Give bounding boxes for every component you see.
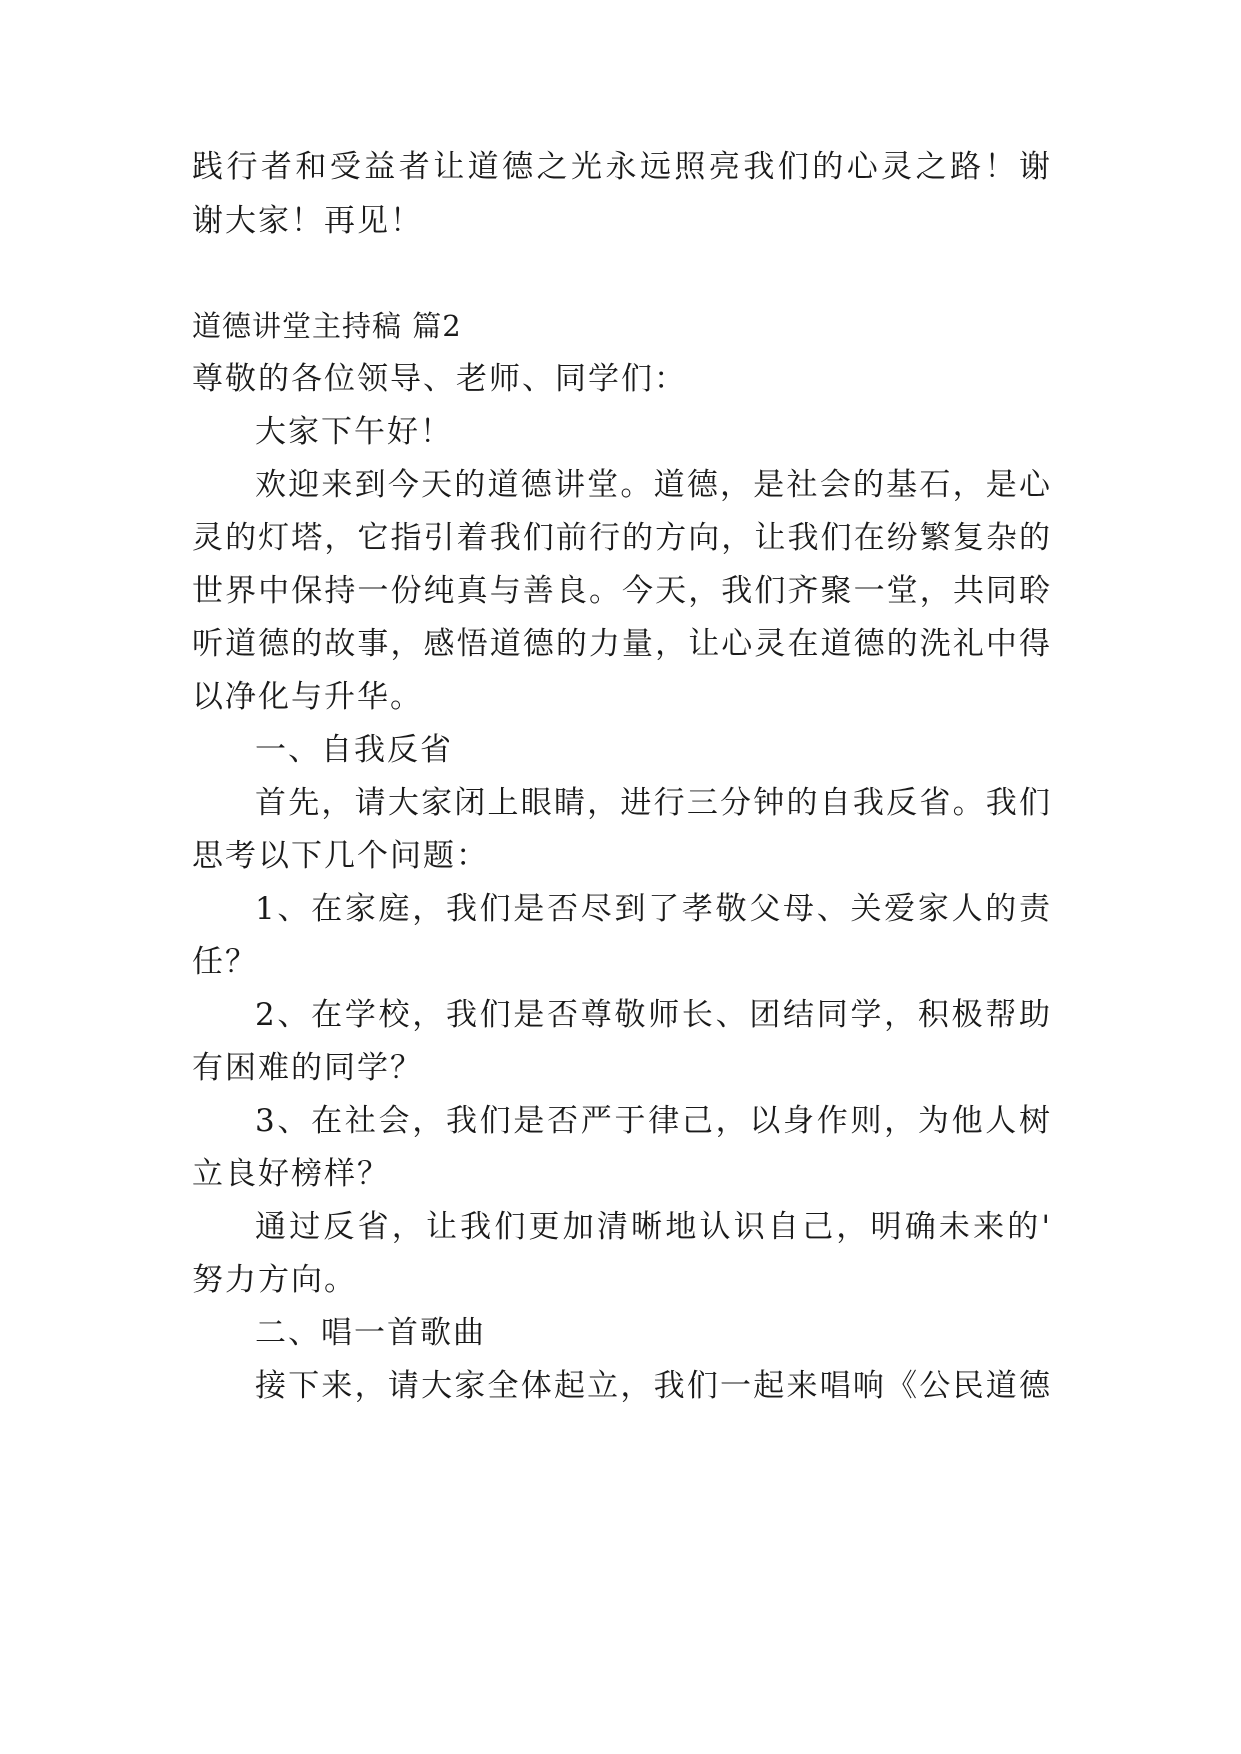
paragraph-line: 灵的灯塔，它指引着我们前行的方向，让我们在纷繁复杂的 [192,520,1052,556]
paragraph-line: 谢大家！再见！ [192,203,423,239]
paragraph-line: 践行者和受益者让道德之光永远照亮我们的心灵之路！谢 [192,149,1052,185]
paragraph-line: 首先，请大家闭上眼睛，进行三分钟的自我反省。我们 [255,785,1052,821]
section-title: 道德讲堂主持稿 篇2 [192,309,462,343]
paragraph-line: 听道德的故事，感悟道德的力量，让心灵在道德的洗礼中得 [192,626,1052,662]
paragraph-line: 欢迎来到今天的道德讲堂。道德，是社会的基石，是心 [255,467,1052,503]
list-item-line: 3、在社会，我们是否严于律己，以身作则，为他人树 [255,1103,1052,1139]
greeting: 大家下午好！ [255,414,453,450]
section-heading: 一、自我反省 [255,732,453,768]
list-item-line: 任？ [192,944,258,980]
salutation: 尊敬的各位领导、老师、同学们： [192,361,687,397]
paragraph-line: 以净化与升华。 [192,679,423,715]
section-heading: 二、唱一首歌曲 [255,1315,486,1351]
paragraph-line: 世界中保持一份纯真与善良。今天，我们齐聚一堂，共同聆 [192,573,1052,609]
paragraph-line: 通过反省，让我们更加清晰地认识自己，明确未来的' [255,1209,1052,1245]
paragraph-line: 努力方向。 [192,1262,357,1298]
list-item-line: 有困难的同学？ [192,1050,423,1086]
paragraph-line: 接下来，请大家全体起立，我们一起来唱响《公民道德 [255,1368,1052,1404]
paragraph-line: 思考以下几个问题： [192,838,489,874]
list-item-line: 1、在家庭，我们是否尽到了孝敬父母、关爱家人的责 [255,891,1052,927]
list-item-line: 立良好榜样？ [192,1156,390,1192]
list-item-line: 2、在学校，我们是否尊敬师长、团结同学，积极帮助 [255,997,1052,1033]
